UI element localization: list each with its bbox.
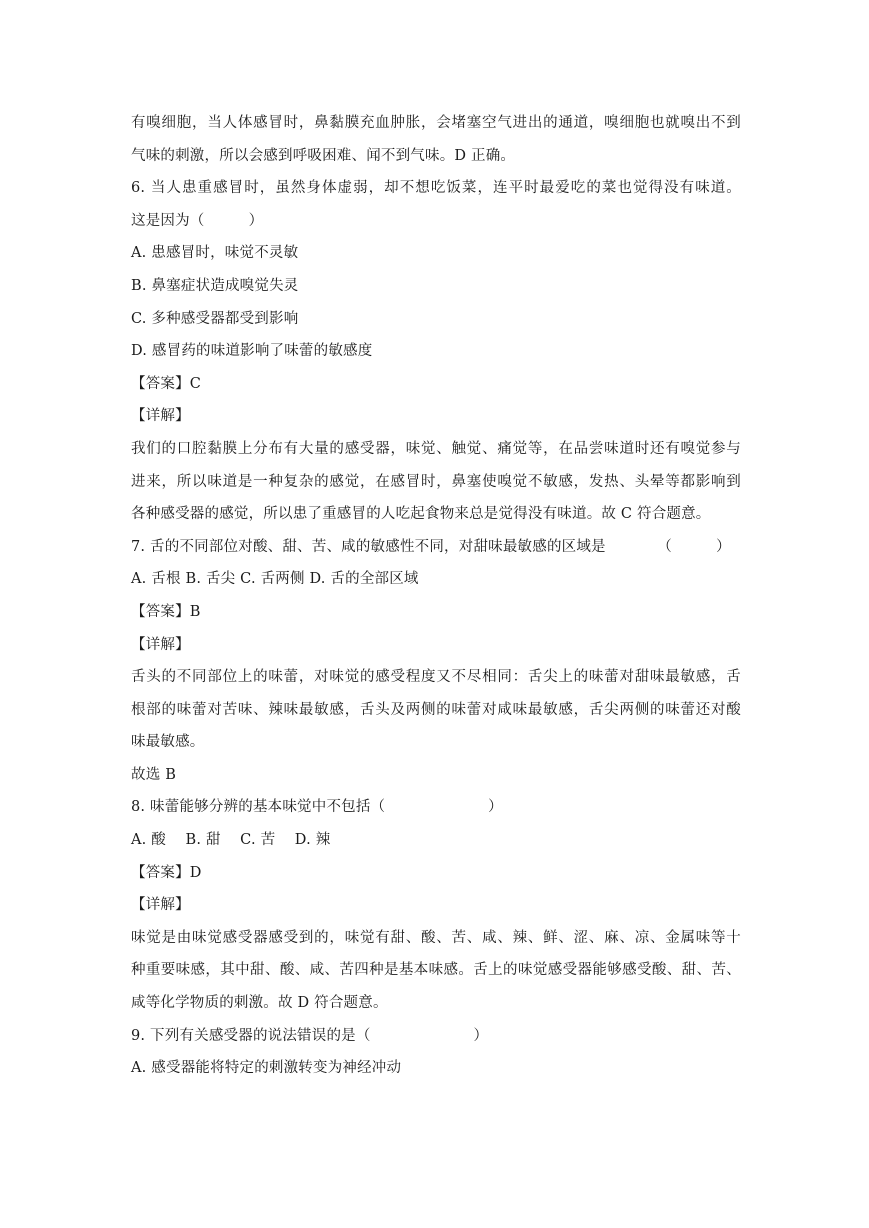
option-a: A. 感受器能将特定的刺激转变为神经冲动: [131, 1060, 402, 1077]
option-a: A. 患感冒时，味觉不灵敏: [131, 245, 299, 262]
explanation-text: 进来，所以味道是一种复杂的感觉，在感冒时，鼻塞使嗅觉不敏感，发热、头晕等都影响到: [131, 473, 741, 490]
explanation-text: 种重要味感，其中甜、酸、咸、苦四种是基本味感。舌上的味觉感受器能够感受酸、甜、苦、: [131, 962, 741, 979]
question-9-stem: 9. 下列有关感受器的说法错误的是（ ）: [131, 1027, 489, 1044]
question-6-stem: 6. 当人患重感冒时，虽然身体虚弱，却不想吃饭菜，连平时最爱吃的菜也觉得没有味道。: [131, 180, 741, 197]
explanation-text: 根部的味蕾对苦味、辣味最敏感，舌头及两侧的味蕾对咸味最敏感，舌尖两侧的味蕾还对酸: [131, 701, 741, 718]
explanation-label: 【详解】: [131, 636, 190, 653]
answer-label: 【答案】B: [131, 603, 201, 620]
explanation-text: 舌头的不同部位上的味蕾，对味觉的感受程度又不尽相同：舌尖上的味蕾对甜味最敏感，舌: [131, 669, 741, 686]
answer-label: 【答案】D: [131, 864, 202, 881]
question-8-stem: 8. 味蕾能够分辨的基本味觉中不包括（ ）: [131, 799, 503, 816]
question-7-options: A. 舌根 B. 舌尖 C. 舌两侧 D. 舌的全部区域: [131, 571, 419, 588]
question-8-options: A. 酸 B. 甜 C. 苦 D. 辣: [131, 832, 331, 849]
option-d: D. 感冒药的味道影响了味蕾的敏感度: [131, 343, 373, 360]
option-b: B. 鼻塞症状造成嗅觉失灵: [131, 277, 299, 294]
explanation-text: 各种感受器的感觉，所以患了重感冒的人吃起食物来总是觉得没有味道。故 C 符合题意。: [131, 506, 711, 523]
answer-label: 【答案】C: [131, 375, 202, 392]
question-7-stem: 7. 舌的不同部位对酸、甜、苦、咸的敏感性不同，对甜味最敏感的区域是 （ ）: [131, 538, 731, 555]
explanation-label: 【详解】: [131, 897, 190, 914]
text-line: 气味的刺激，所以会感到呼吸困难、闻不到气味。D 正确。: [131, 147, 516, 164]
question-6-stem-end: 这是因为（ ）: [131, 212, 264, 229]
option-c: C. 多种感受器都受到影响: [131, 310, 299, 327]
explanation-text: 味觉是由味觉感受器感受到的，味觉有甜、酸、苦、咸、辣、鲜、涩、麻、凉、金属味等十: [131, 929, 741, 946]
explanation-text: 味最敏感。: [131, 734, 205, 751]
explanation-label: 【详解】: [131, 408, 190, 425]
text-line: 有嗅细胞，当人体感冒时，鼻黏膜充血肿胀，会堵塞空气进出的通道，嗅细胞也就嗅出不到: [131, 115, 741, 131]
document-page: [131, 107, 741, 1085]
conclusion-text: 故选 B: [131, 766, 177, 783]
explanation-text: 我们的口腔黏膜上分布有大量的感受器，味觉、触觉、痛觉等，在品尝味道时还有嗅觉参与: [131, 440, 741, 457]
explanation-text: 咸等化学物质的刺激。故 D 符合题意。: [131, 995, 388, 1012]
